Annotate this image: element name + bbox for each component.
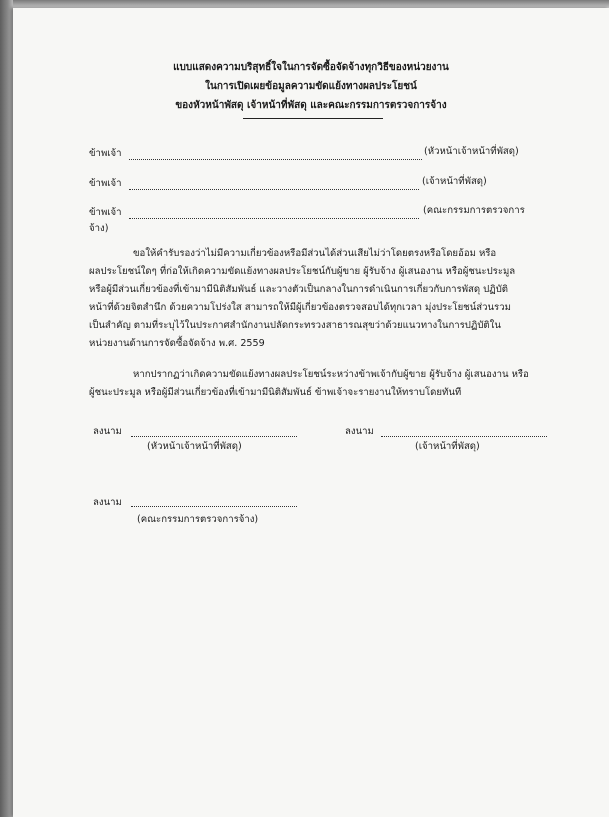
declarant-2-prefix: ข้าพเจ้า xyxy=(89,178,122,189)
paragraph-1-line-4: หน้าที่ด้วยจิตสำนึก ด้วยความโปร่งใส สามารถให้มีผู้เกี่ยวข้องตรวจสอบได้ทุกเวลา มุ่งประโยชน์ส่วนรวม xyxy=(89,302,511,313)
title-line-3: ของหัวหน้าพัสดุ เจ้าหน้าที่พัสดุ และคณะกรรมการตรวจการจ้าง xyxy=(175,100,447,111)
signature-1-role: (หัวหน้าเจ้าหน้าที่พัสดุ) xyxy=(147,441,242,452)
paragraph-2-line-1: หากปรากฏว่าเกิดความขัดแย้งทางผลประโยชน์ระหว่างข้าพเจ้ากับผู้ขาย ผู้รับจ้าง ผู้เสนองาน หรือ xyxy=(133,369,529,380)
signature-2-line[interactable] xyxy=(381,436,547,437)
paragraph-2-line-2: ผู้ชนะประมูล หรือผู้มีส่วนเกี่ยวข้องที่เข้ามามีนิติสัมพันธ์ ข้าพเจ้าจะรายงานให้ทราบโดยทันที xyxy=(89,387,462,398)
declarant-3-prefix: ข้าพเจ้า xyxy=(89,207,122,218)
signature-2-label: ลงนาม xyxy=(345,426,374,437)
signature-1-label: ลงนาม xyxy=(93,426,122,437)
title-line-2: ในการเปิดเผยข้อมูลความขัดแย้งทางผลประโยชน์ xyxy=(205,81,417,92)
declarant-1-prefix: ข้าพเจ้า xyxy=(89,148,122,159)
title-underline xyxy=(243,118,383,119)
signature-3-label: ลงนาม xyxy=(93,497,122,508)
declarant-3-name-line[interactable] xyxy=(129,218,419,219)
declarant-3-role: (คณะกรรมการตรวจการ xyxy=(423,205,525,216)
declarant-2-role: (เจ้าหน้าที่พัสดุ) xyxy=(422,176,487,187)
paragraph-1-line-2: ผลประโยชน์ใดๆ ที่ก่อให้เกิดความขัดแย้งทางผลประโยชน์กับผู้ขาย ผู้รับจ้าง ผู้เสนองาน หรือผู้ชนะประมูล xyxy=(89,266,516,277)
paragraph-1-line-1: ขอให้คำรับรองว่าไม่มีความเกี่ยวข้องหรือมีส่วนได้ส่วนเสียไม่ว่าโดยตรงหรือโดยอ้อม หรือ xyxy=(133,248,497,259)
paragraph-1-line-5: เป็นสำคัญ ตามที่ระบุไว้ในประกาศสำนักงานปลัดกระทรวงสาธารณสุขว่าด้วยแนวทางในการปฏิบัติใน xyxy=(89,320,501,331)
paragraph-1-line-6: หน่วยงานด้านการจัดซื้อจัดจ้าง พ.ศ. 2559 xyxy=(89,338,265,349)
scan-edge-left xyxy=(0,0,13,817)
declarant-3-role-cont: จ้าง) xyxy=(89,223,109,234)
document-page xyxy=(13,8,609,817)
scan-edge-top xyxy=(13,0,609,8)
signature-3-role: (คณะกรรมการตรวจการจ้าง) xyxy=(137,514,259,525)
signature-3-line[interactable] xyxy=(131,506,297,507)
title-line-1: แบบแสดงความบริสุทธิ์ใจในการจัดซื้อจัดจ้างทุกวิธีของหน่วยงาน xyxy=(173,62,449,73)
signature-2-role: (เจ้าหน้าที่พัสดุ) xyxy=(415,441,480,452)
declarant-1-role: (หัวหน้าเจ้าหน้าที่พัสดุ) xyxy=(424,146,519,157)
paragraph-conflict-report xyxy=(89,366,529,402)
declarant-2-name-line[interactable] xyxy=(129,189,419,190)
paragraph-1-line-3: หรือผู้มีส่วนเกี่ยวข้องที่เข้ามามีนิติสัมพันธ์ และวางตัวเป็นกลางในการดำเนินการเกี่ยวกับการพัสดุ ปฏิบัติ xyxy=(89,284,509,295)
signature-1-line[interactable] xyxy=(131,436,297,437)
paragraph-certification xyxy=(89,245,515,353)
declarant-1-name-line[interactable] xyxy=(129,159,422,160)
